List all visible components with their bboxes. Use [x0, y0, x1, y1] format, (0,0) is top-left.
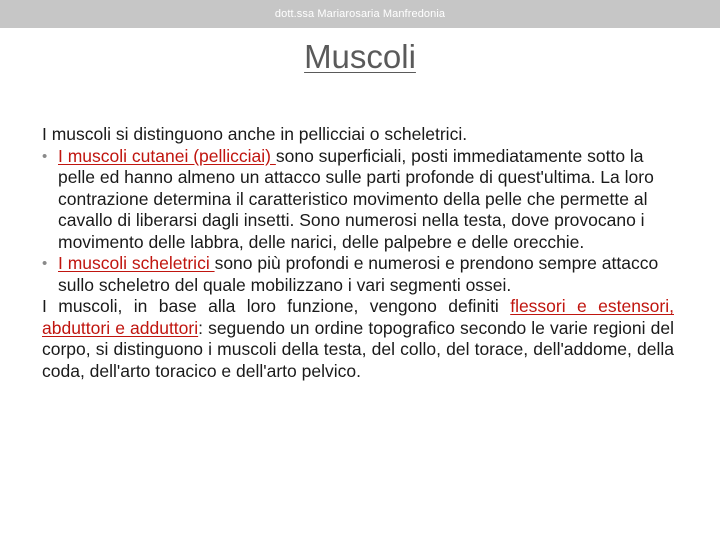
final-paragraph — [42, 296, 674, 382]
term-cutanei: I muscoli cutanei (pellicciai) — [58, 145, 276, 166]
bullet-icon: • — [42, 147, 48, 165]
bullet-text-cutanei: sono superficiali, posti immediatamente sotto la pelle ed hanno almeno un attacco sulle parti profonde di quest'ultima. La loro contrazione determina il caratteristico movimento della pelle che permette al cavallo di liberarsi dagli insetti. Sono numerosi nella testa, dove provocano i movimento delle labbra, delle narici, delle palpebre e delle orecchie. — [58, 145, 654, 252]
slide-body — [42, 124, 674, 382]
bullet-item-scheletrici — [42, 253, 674, 296]
bullet-text-scheletrici: sono più profondi e numerosi e prendono sempre attacco sullo scheletro del quale mobilizzano i vari segmenti ossei. — [58, 253, 659, 295]
bullet-list — [42, 146, 674, 297]
header-bar — [0, 0, 720, 28]
final-post-text: : seguendo un ordine topografico secondo le varie regioni del corpo, si distinguono i muscoli della testa, del collo, del torace, dell'addome, della coda, dell'arto toracico e dell'arto pelvico. — [42, 317, 674, 381]
final-pre-text: I muscoli, in base alla loro funzione, vengono definiti — [42, 296, 511, 316]
term-scheletrici: I muscoli scheletrici — [58, 253, 215, 273]
bullet-icon: • — [42, 255, 48, 272]
bullet-item-cutanei — [42, 146, 674, 254]
final-term: flessori e estensori, abduttori e adduttori — [42, 296, 674, 338]
intro-text: I muscoli si distinguono anche in pellicciai o scheletrici. — [42, 124, 468, 144]
slide-title: Muscoli — [304, 38, 416, 75]
author-label: dott.ssa Mariarosaria Manfredonia — [274, 8, 446, 20]
